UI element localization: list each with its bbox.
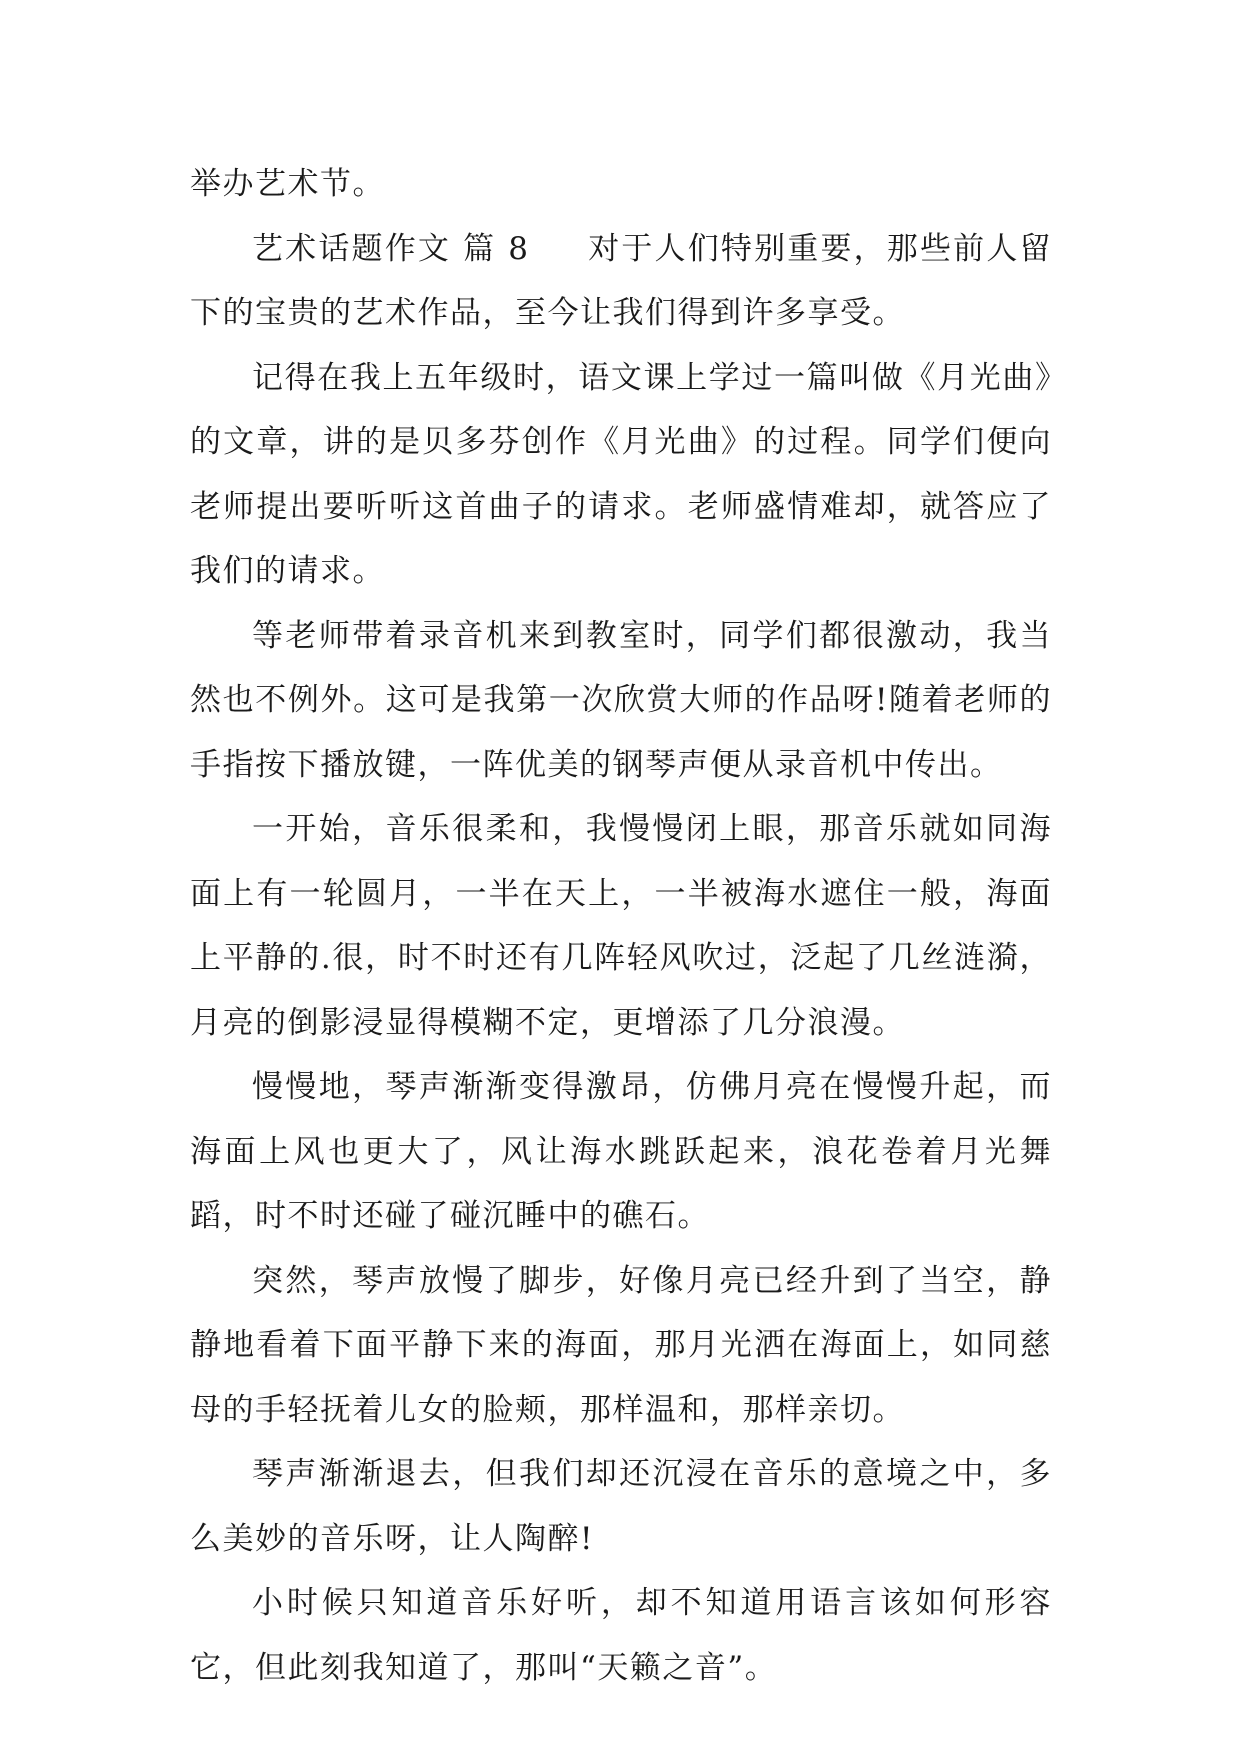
paragraph-3 bbox=[190, 346, 1052, 604]
paragraph-text: 举办艺术节。 bbox=[190, 166, 385, 202]
paragraph-4 bbox=[190, 604, 1052, 798]
paragraph-text: 小时候只知道音乐好听，却不知道用语言该如何形容它，但此刻我知道了，那叫“天籁之音”。 bbox=[190, 1585, 1052, 1686]
paragraph-5 bbox=[190, 797, 1052, 1055]
paragraph-9 bbox=[190, 1571, 1052, 1700]
paragraph-text: 慢慢地，琴声渐渐变得激昂，仿佛月亮在慢慢升起，而海面上风也更大了，风让海水跳跃起来，浪花卷着月光舞蹈，时不时还碰了碰沉睡中的礁石。 bbox=[190, 1069, 1052, 1234]
paragraph-7 bbox=[190, 1249, 1052, 1443]
paragraph-8 bbox=[190, 1442, 1052, 1571]
paragraph-text: 一开始，音乐很柔和，我慢慢闭上眼，那音乐就如同海面上有一轮圆月，一半在天上，一半被海水遮住一般，海面上平静的.很，时不时还有几阵轻风吹过，泛起了几丝涟漪，月亮的倒影浸显得模糊不定，更增添了几分浪漫。 bbox=[190, 811, 1052, 1041]
paragraph-text: 突然，琴声放慢了脚步，好像月亮已经升到了当空，静静地看着下面平静下来的海面，那月光洒在海面上，如同慈母的手轻抚着儿女的脸颊，那样温和，那样亲切。 bbox=[190, 1262, 1052, 1428]
paragraph-text: 琴声渐渐退去，但我们却还沉浸在音乐的意境之中，多么美妙的音乐呀，让人陶醉! bbox=[190, 1456, 1052, 1557]
paragraph-2 bbox=[190, 217, 1052, 346]
article-body bbox=[190, 152, 1052, 1700]
paragraph-1 bbox=[190, 152, 1052, 217]
paragraph-text: 记得在我上五年级时，语文课上学过一篇叫做《月光曲》的文章，讲的是贝多芬创作《月光曲》的过程。同学们便向老师提出要听听这首曲子的请求。老师盛情难却，就答应了我们的请求。 bbox=[190, 359, 1052, 589]
article-title: 艺术话题作文 篇 8 bbox=[252, 230, 530, 267]
paragraph-6 bbox=[190, 1055, 1052, 1249]
paragraph-text: 等老师带着录音机来到教室时，同学们都很激动，我当然也不例外。这可是我第一次欣赏大师的作品呀!随着老师的手指按下播放键，一阵优美的钢琴声便从录音机中传出。 bbox=[190, 617, 1052, 783]
paragraph-text: 对于人们特别重要，那些前人留下的宝贵的艺术作品，至今让我们得到许多享受。 bbox=[190, 230, 1053, 331]
